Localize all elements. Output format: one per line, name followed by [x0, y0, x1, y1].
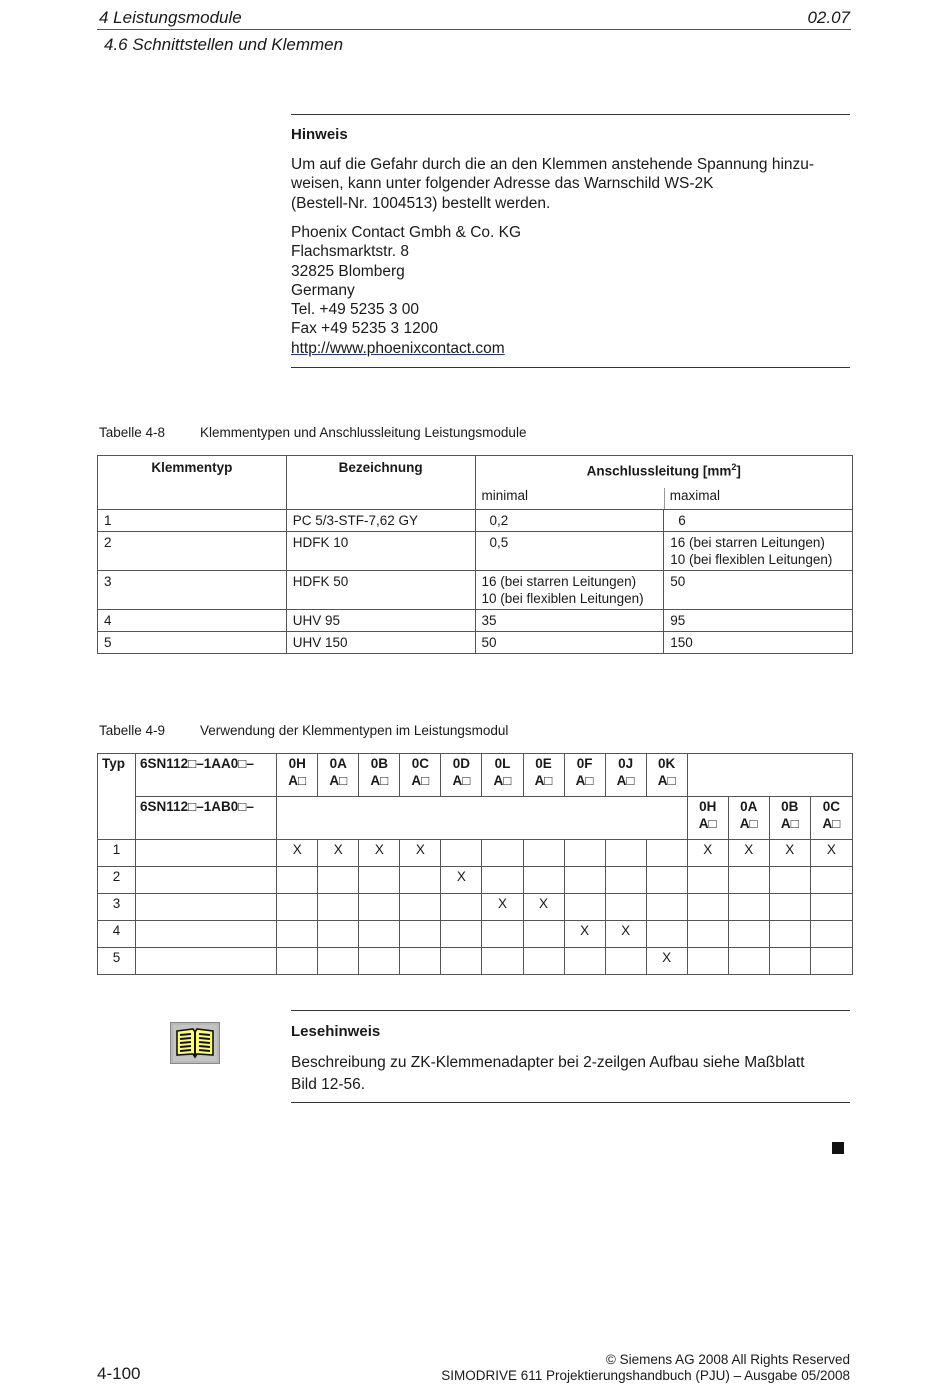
cell-usage-mark: [277, 894, 318, 921]
table-number: Tabelle 4-8: [99, 425, 166, 440]
cell-usage-mark: X: [400, 840, 441, 867]
terminal-types-table: [97, 455, 853, 654]
reading-note-line: Bild 12-56.: [291, 1075, 366, 1093]
column-header-aa-0j: 0J A□: [605, 754, 646, 797]
cell-usage-mark: X: [605, 921, 646, 948]
note-text-line: weisen, kann unter folgender Adresse das Warnschild WS-2K: [291, 175, 714, 193]
table-row: [98, 894, 853, 921]
table-row: [98, 921, 853, 948]
note-text: [291, 155, 846, 213]
cell-usage-mark: [482, 948, 523, 975]
column-header-aa-0c: 0C A□: [400, 754, 441, 797]
copyright: © Siemens AG 2008 All Rights Reserved: [605, 1352, 850, 1367]
column-header-anschlussleitung: Anschlussleitung $[mm^2]$: [475, 456, 852, 486]
cell-usage-mark: [482, 867, 523, 894]
cell-usage-mark: [728, 867, 769, 894]
order-number-ab: 6SN112□–1AB0□–: [136, 797, 277, 840]
cell-bezeichnung: HDFK 50: [286, 571, 475, 610]
column-header-aa-0l: 0L A□: [482, 754, 523, 797]
cell-usage-mark: [318, 894, 359, 921]
cell-maximal: 16 (bei starren Leitungen) 10 (bei flexiblen Leitungen): [664, 532, 853, 571]
cell-usage-mark: [482, 921, 523, 948]
terminal-usage-table: [97, 753, 853, 975]
address-line: 32825 Blomberg: [291, 262, 405, 280]
cell-typ: 3: [98, 571, 287, 610]
reading-note-text: [291, 1052, 846, 1095]
cell-empty: [136, 867, 277, 894]
cell-typ: 1: [98, 510, 287, 532]
chapter-title: 4 Leistungsmodule: [99, 8, 242, 27]
cell-minimal: 35: [475, 610, 664, 632]
empty-header-cell: [687, 754, 852, 797]
column-header-aa-0k: 0K A□: [646, 754, 687, 797]
column-header-typ: Typ: [98, 754, 136, 797]
cell-usage-mark: X: [441, 867, 482, 894]
cell-usage-mark: X: [318, 840, 359, 867]
cell-typ: 2: [98, 867, 136, 894]
cell-minimal: 0,5: [475, 532, 664, 571]
cell-usage-mark: [277, 948, 318, 975]
header-spacer: [286, 485, 475, 510]
section-title: 4.6 Schnittstellen und Klemmen: [104, 35, 344, 54]
cell-bezeichnung: HDFK 10: [286, 532, 475, 571]
cell-bezeichnung: UHV 95: [286, 610, 475, 632]
cell-usage-mark: [646, 840, 687, 867]
reading-note-bottom-divider: [291, 1102, 850, 1103]
column-header-aa-0d: 0D A□: [441, 754, 482, 797]
header-divider: [97, 29, 851, 30]
header-spacer: [98, 485, 287, 510]
cell-usage-mark: [359, 867, 400, 894]
cell-usage-mark: [277, 921, 318, 948]
order-number-aa: 6SN112□–1AA0□–: [136, 754, 277, 797]
table-row: [98, 571, 853, 610]
cell-usage-mark: [646, 867, 687, 894]
cell-empty: [136, 948, 277, 975]
cell-usage-mark: [400, 948, 441, 975]
cell-usage-mark: [810, 948, 852, 975]
cell-maximal: 50: [664, 571, 853, 610]
cell-usage-mark: X: [564, 921, 605, 948]
cell-usage-mark: X: [728, 840, 769, 867]
cell-maximal: 6: [664, 510, 853, 532]
cell-usage-mark: [277, 867, 318, 894]
cell-typ: 1: [98, 840, 136, 867]
end-of-section-mark: [832, 1142, 844, 1154]
column-header-ab-0h: 0H A□: [687, 797, 728, 840]
typ-header-spacer: [98, 797, 136, 840]
table-title: Verwendung der Klemmentypen im Leistungsmodul: [200, 723, 509, 738]
cell-usage-mark: [318, 948, 359, 975]
table-row: [98, 632, 853, 654]
cell-usage-mark: [441, 948, 482, 975]
cell-typ: 5: [98, 948, 136, 975]
note-text-line: Um auf die Gefahr durch die an den Klemmen anstehende Spannung hinzu-: [291, 156, 815, 173]
cell-empty: [136, 921, 277, 948]
cell-usage-mark: [441, 840, 482, 867]
cell-maximal: 95: [664, 610, 853, 632]
cell-usage-mark: [564, 840, 605, 867]
cell-usage-mark: [810, 867, 852, 894]
column-header-aa-0h: 0H A□: [277, 754, 318, 797]
cell-usage-mark: [523, 948, 564, 975]
column-header-aa-0a: 0A A□: [318, 754, 359, 797]
book-icon: [170, 1022, 220, 1064]
cell-usage-mark: [400, 867, 441, 894]
cell-usage-mark: [564, 894, 605, 921]
table-caption: [99, 425, 526, 440]
cell-bezeichnung: PC 5/3-STF-7,62 GY: [286, 510, 475, 532]
cell-usage-mark: [769, 867, 810, 894]
cell-minimal: 50: [475, 632, 664, 654]
column-header-ab-0a: 0A A□: [728, 797, 769, 840]
reading-note-top-divider: [291, 1010, 850, 1011]
cell-minimal: 16 (bei starren Leitungen) 10 (bei flexiblen Leitungen): [475, 571, 664, 610]
cell-typ: 2: [98, 532, 287, 571]
table-row: [98, 948, 853, 975]
table-number: Tabelle 4-9: [99, 723, 166, 738]
table-row: [98, 610, 853, 632]
address-line: Fax +49 5235 3 1200: [291, 320, 438, 338]
cell-usage-mark: [646, 894, 687, 921]
cell-usage-mark: [359, 948, 400, 975]
cell-usage-mark: [687, 894, 728, 921]
cell-usage-mark: [687, 948, 728, 975]
column-header-minimal: minimal: [475, 485, 664, 510]
cell-usage-mark: X: [523, 894, 564, 921]
cell-usage-mark: [728, 921, 769, 948]
note-text-line: (Bestell-Nr. 1004513) bestellt werden.: [291, 194, 551, 212]
cell-usage-mark: [318, 921, 359, 948]
cell-usage-mark: [605, 867, 646, 894]
cell-empty: [136, 840, 277, 867]
cell-usage-mark: [810, 894, 852, 921]
empty-header-cell: [277, 797, 687, 840]
cell-usage-mark: [523, 840, 564, 867]
column-header-aa-0f: 0F A□: [564, 754, 605, 797]
cell-usage-mark: [523, 867, 564, 894]
page-number: 4-100: [97, 1364, 141, 1383]
address-line: Tel. +49 5235 3 00: [291, 301, 419, 319]
cell-usage-mark: X: [687, 840, 728, 867]
cell-usage-mark: [605, 840, 646, 867]
cell-typ: 4: [98, 610, 287, 632]
column-header-aa-0b: 0B A□: [359, 754, 400, 797]
cell-usage-mark: [359, 894, 400, 921]
cell-usage-mark: X: [646, 948, 687, 975]
cell-usage-mark: [564, 867, 605, 894]
cell-usage-mark: [359, 921, 400, 948]
cell-usage-mark: [687, 867, 728, 894]
reading-note-line: Beschreibung zu ZK-Klemmenadapter bei 2-zeilgen Aufbau siehe Maßblatt: [291, 1054, 805, 1071]
cell-empty: [136, 894, 277, 921]
header-row-ab: [98, 797, 853, 840]
column-header-ab-0b: 0B A□: [769, 797, 810, 840]
cell-usage-mark: X: [482, 894, 523, 921]
cell-usage-mark: [810, 921, 852, 948]
note-top-divider: [291, 114, 850, 115]
address-line: Flachsmarktstr. 8: [291, 243, 409, 261]
cell-usage-mark: [441, 921, 482, 948]
cell-typ: 4: [98, 921, 136, 948]
column-header-ab-0c: 0C A□: [810, 797, 852, 840]
column-header-klemmentyp: Klemmentyp: [98, 456, 287, 486]
cell-usage-mark: [564, 948, 605, 975]
reading-note-title: Lesehinweis: [291, 1023, 381, 1040]
address-line: Germany: [291, 281, 355, 299]
header-row-aa: [98, 754, 853, 797]
cell-usage-mark: [728, 894, 769, 921]
table-row: [98, 840, 853, 867]
cell-usage-mark: [482, 840, 523, 867]
note-bottom-divider: [291, 367, 850, 368]
cell-usage-mark: X: [359, 840, 400, 867]
cell-usage-mark: X: [769, 840, 810, 867]
column-header-maximal: maximal: [664, 485, 853, 510]
cell-usage-mark: [523, 921, 564, 948]
cell-usage-mark: [441, 894, 482, 921]
cell-usage-mark: [400, 894, 441, 921]
column-header-aa-0e: 0E A□: [523, 754, 564, 797]
cell-usage-mark: [646, 921, 687, 948]
document-title: SIMODRIVE 611 Projektierungshandbuch (PJU) – Ausgabe 05/2008: [441, 1368, 850, 1383]
cell-typ: 3: [98, 894, 136, 921]
table-title: Klemmentypen und Anschlussleitung Leistungsmodule: [200, 425, 527, 440]
column-header-bezeichnung: Bezeichnung: [286, 456, 475, 486]
edition-date: 02.07: [807, 8, 850, 27]
supplier-address: [291, 223, 846, 358]
table-caption: [99, 723, 508, 738]
cell-usage-mark: [318, 867, 359, 894]
supplier-website-link[interactable]: http://www.phoenixcontact.com: [291, 339, 505, 357]
cell-usage-mark: [687, 921, 728, 948]
cell-usage-mark: X: [810, 840, 852, 867]
cell-minimal: 0,2: [475, 510, 664, 532]
table-row: [98, 510, 853, 532]
cell-usage-mark: [400, 921, 441, 948]
note-title: Hinweis: [291, 126, 348, 143]
cell-typ: 5: [98, 632, 287, 654]
cell-maximal: 150: [664, 632, 853, 654]
cell-usage-mark: [605, 894, 646, 921]
cell-usage-mark: [605, 948, 646, 975]
cell-usage-mark: [769, 948, 810, 975]
cell-usage-mark: [769, 921, 810, 948]
cell-bezeichnung: UHV 150: [286, 632, 475, 654]
address-line: Phoenix Contact Gmbh & Co. KG: [291, 224, 522, 241]
cell-usage-mark: [769, 894, 810, 921]
cell-usage-mark: X: [277, 840, 318, 867]
cell-usage-mark: [728, 948, 769, 975]
table-row: [98, 867, 853, 894]
table-row: [98, 532, 853, 571]
